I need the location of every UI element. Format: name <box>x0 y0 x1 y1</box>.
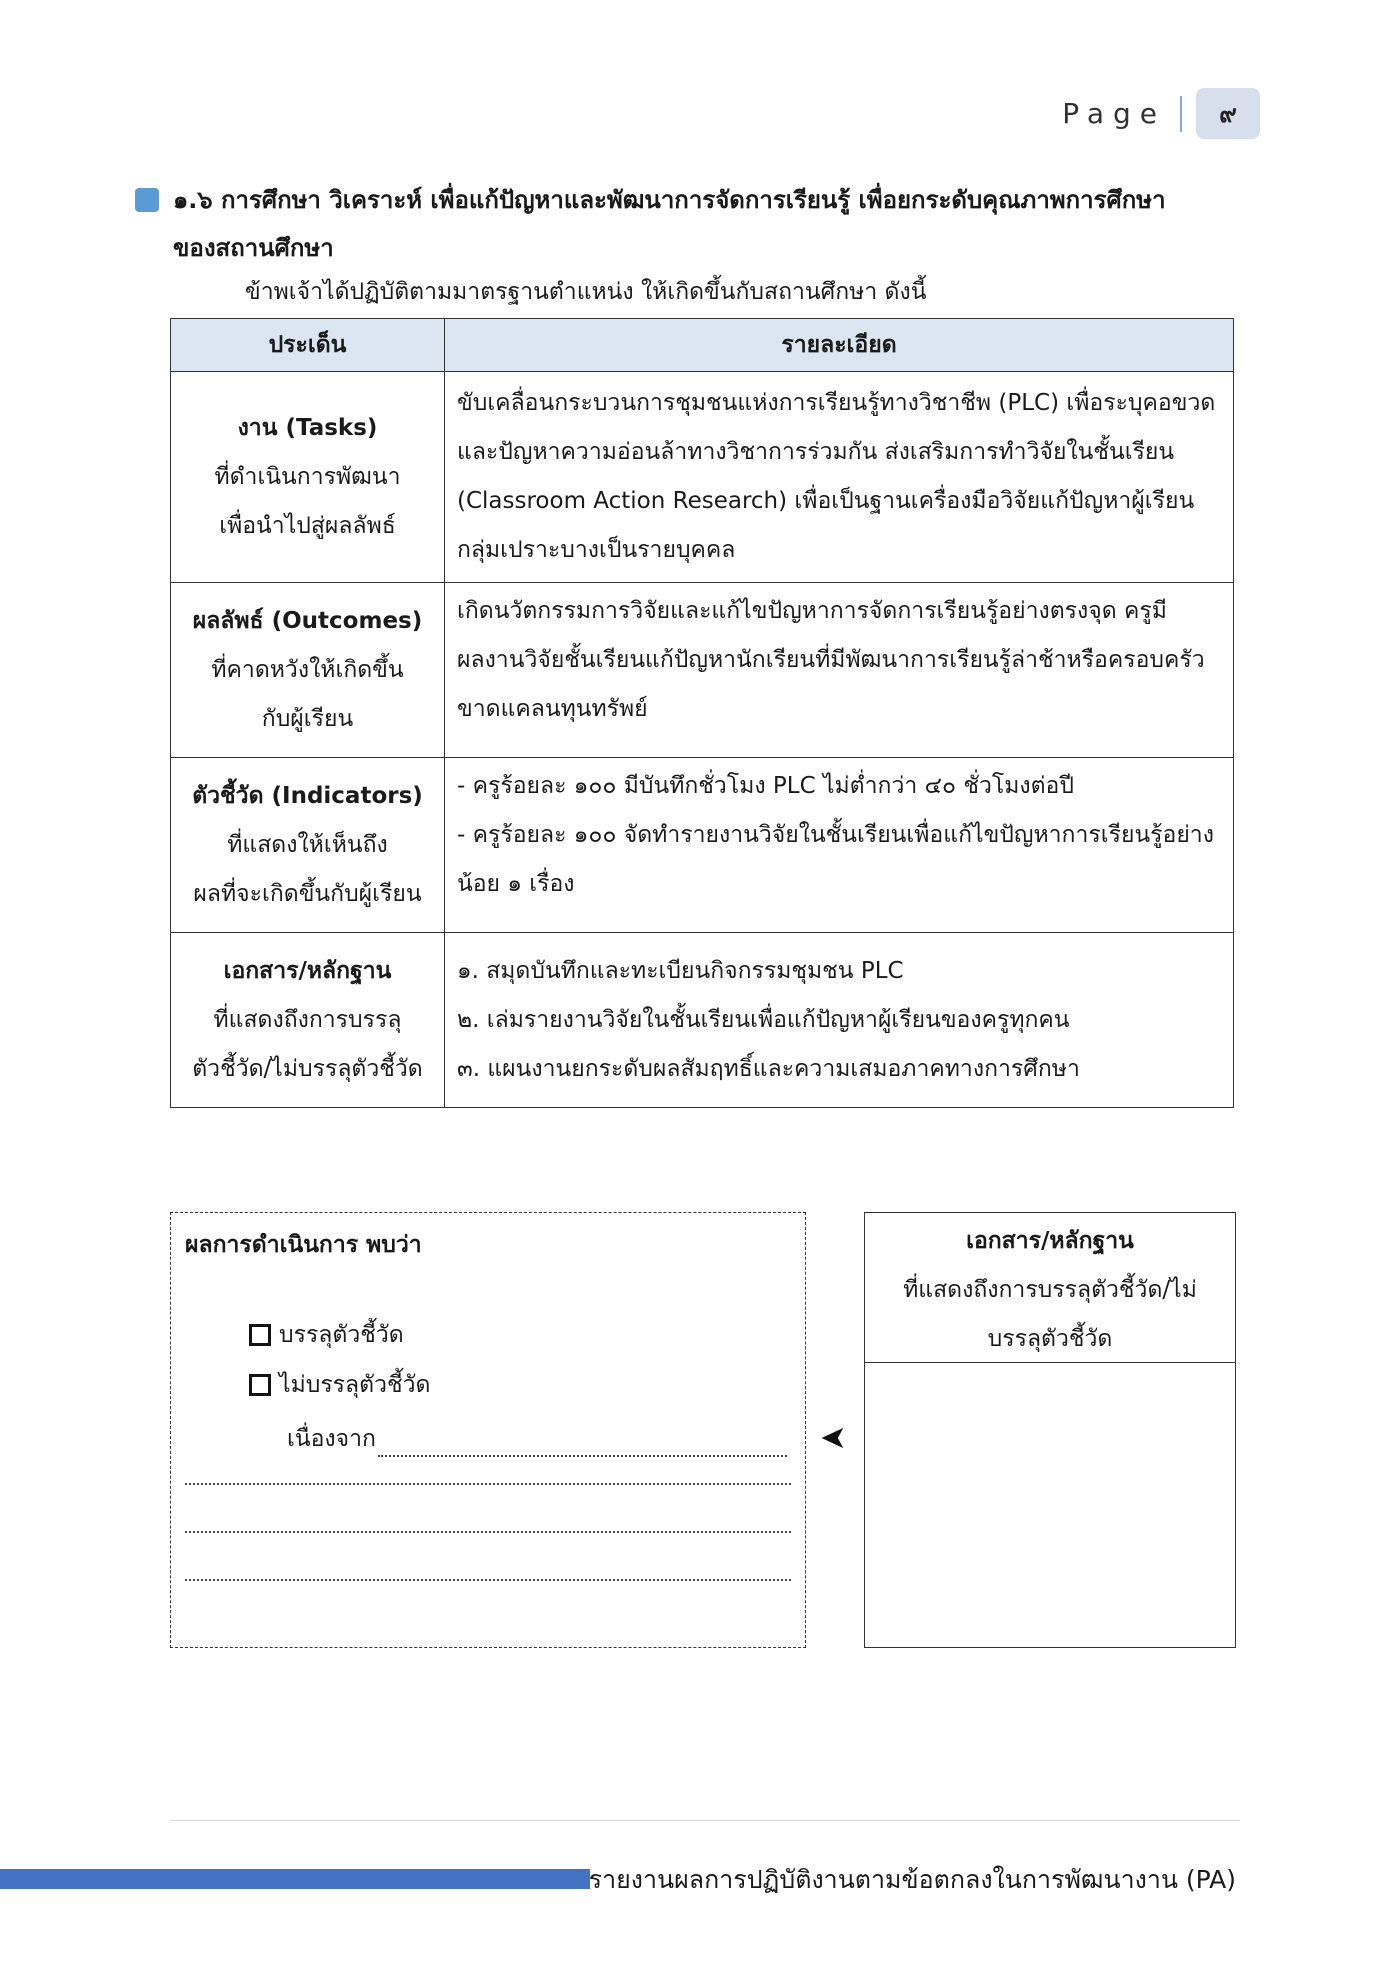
detail-line: และปัญหาความอ่อนล้าทางวิชาการร่วมกัน ส่งเสริมการทำวิจัยในชั้นเรียน <box>457 439 1175 465</box>
section-title-line2: ของสถานศึกษา <box>173 234 334 262</box>
option-achieved[interactable] <box>249 1317 404 1353</box>
dotted-answer-line[interactable] <box>185 1531 791 1533</box>
detail-cell <box>445 372 1234 583</box>
dotted-answer-line[interactable] <box>185 1579 791 1581</box>
table-row-evidence <box>171 933 1234 1108</box>
page-number: ๙ <box>1196 88 1260 139</box>
page-header <box>1062 88 1260 139</box>
topic-cell <box>171 583 445 758</box>
topic-cell <box>171 758 445 933</box>
topic-label-bold: เอกสาร/หลักฐาน <box>223 957 392 984</box>
topic-label-line: ที่ดำเนินการพัฒนา <box>214 463 401 490</box>
section-heading <box>135 176 1245 272</box>
detail-line: ๑. สมุดบันทึกและทะเบียนกิจกรรมชุมชน PLC <box>457 957 904 984</box>
topic-label-line: ตัวชี้วัด/ไม่บรรลุตัวชี้วัด <box>192 1055 423 1082</box>
detail-line: (Classroom Action Research) เพื่อเป็นฐานเครื่องมือวิจัยแก้ปัญหาผู้เรียน <box>457 488 1195 514</box>
detail-line: ๓. แผนงานยกระดับผลสัมฤทธิ์และความเสมอภาคทางการศึกษา <box>457 1055 1080 1082</box>
table-header-row <box>171 319 1234 372</box>
arrow-left-icon: ➤ <box>820 1418 847 1456</box>
detail-line: - ครูร้อยละ ๑๐๐ จัดทำรายงานวิจัยในชั้นเรียนเพื่อแก้ไขปัญหาการเรียนรู้อย่าง <box>457 822 1214 848</box>
dotted-answer-line[interactable] <box>185 1483 791 1485</box>
detail-cell <box>445 933 1234 1108</box>
table-row-indicators <box>171 758 1234 933</box>
topic-label-line: ที่แสดงถึงการบรรลุ <box>213 1006 402 1033</box>
topic-cell <box>171 933 445 1108</box>
detail-line: ผลงานวิจัยชั้นเรียนแก้ปัญหานักเรียนที่มีพัฒนาการเรียนรู้ล่าช้าหรือครอบครัว <box>457 647 1205 673</box>
detail-line: น้อย ๑ เรื่อง <box>457 871 575 897</box>
because-dotted-line[interactable] <box>378 1435 787 1457</box>
detail-line: ๒. เล่มรายงานวิจัยในชั้นเรียนเพื่อแก้ปัญหาผู้เรียนของครูทุกคน <box>457 1006 1070 1033</box>
footer-text: รายงานผลการปฏิบัติงานตามข้อตกลงในการพัฒนางาน (PA) <box>588 1865 1236 1894</box>
achieved-checkbox[interactable] <box>249 1324 271 1346</box>
result-title: ผลการดำเนินการ พบว่า <box>185 1232 422 1258</box>
section-title-line1: ๑.๖ การศึกษา วิเคราะห์ เพื่อแก้ปัญหาและพัฒนาการจัดการเรียนรู้ เพื่อยกระดับคุณภาพการศึกษา <box>173 186 1166 214</box>
detail-line: ขับเคลื่อนกระบวนการชุมชนแห่งการเรียนรู้ทางวิชาชีพ (PLC) เพื่อระบุคอขวด <box>457 390 1216 416</box>
because-field[interactable] <box>287 1421 787 1457</box>
footer-divider <box>170 1820 1240 1821</box>
column-header-detail: รายละเอียด <box>445 319 1234 372</box>
standards-table <box>170 318 1234 1108</box>
option-not-achieved[interactable] <box>249 1367 430 1403</box>
detail-cell <box>445 583 1234 758</box>
topic-label-line: เพื่อนำไปสู่ผลลัพธ์ <box>219 512 396 539</box>
section-marker-icon <box>135 188 159 212</box>
topic-label-bold: ตัวชี้วัด (Indicators) <box>192 782 423 809</box>
table-row-tasks <box>171 372 1234 583</box>
not-achieved-label: ไม่บรรลุตัวชี้วัด <box>279 1372 431 1398</box>
column-header-topic: ประเด็น <box>171 319 445 372</box>
topic-label-line: ที่แสดงให้เห็นถึง <box>227 831 388 858</box>
result-box <box>170 1212 806 1648</box>
page-label: Page <box>1062 97 1166 130</box>
achieved-label: บรรลุตัวชี้วัด <box>279 1322 404 1348</box>
intro-text: ข้าพเจ้าได้ปฏิบัติตามมาตรฐานตำแหน่ง ให้เกิดขึ้นกับสถานศึกษา ดังนี้ <box>245 279 927 305</box>
detail-line: - ครูร้อยละ ๑๐๐ มีบันทึกชั่วโมง PLC ไม่ต่ำกว่า ๔๐ ชั่วโมงต่อปี <box>457 773 1074 799</box>
detail-line: ขาดแคลนทุนทรัพย์ <box>457 696 648 722</box>
topic-label-line: ที่คาดหวังให้เกิดขึ้น <box>211 656 404 683</box>
evidence-box <box>864 1212 1236 1648</box>
evidence-header <box>865 1213 1235 1363</box>
topic-label-line: กับผู้เรียน <box>261 705 354 732</box>
detail-line: กลุ่มเปราะบางเป็นรายบุคคล <box>457 537 736 563</box>
table-row-outcomes <box>171 583 1234 758</box>
topic-label-bold: ผลลัพธ์ (Outcomes) <box>192 607 423 634</box>
evidence-subtitle-line: ที่แสดงถึงการบรรลุตัวชี้วัด/ไม่ <box>903 1277 1197 1303</box>
topic-label-bold: งาน (Tasks) <box>237 414 378 441</box>
detail-cell <box>445 758 1234 933</box>
footer-accent-bar <box>0 1869 590 1889</box>
because-label: เนื่องจาก <box>287 1426 376 1452</box>
detail-line: เกิดนวัตกรรมการวิจัยและแก้ไขปัญหาการจัดการเรียนรู้อย่างตรงจุด ครูมี <box>457 598 1167 624</box>
evidence-title: เอกสาร/หลักฐาน <box>966 1228 1134 1254</box>
evidence-subtitle-line: บรรลุตัวชี้วัด <box>987 1326 1113 1352</box>
topic-label-line: ผลที่จะเกิดขึ้นกับผู้เรียน <box>193 880 422 907</box>
page-separator <box>1180 96 1182 132</box>
not-achieved-checkbox[interactable] <box>249 1374 271 1396</box>
topic-cell <box>171 372 445 583</box>
